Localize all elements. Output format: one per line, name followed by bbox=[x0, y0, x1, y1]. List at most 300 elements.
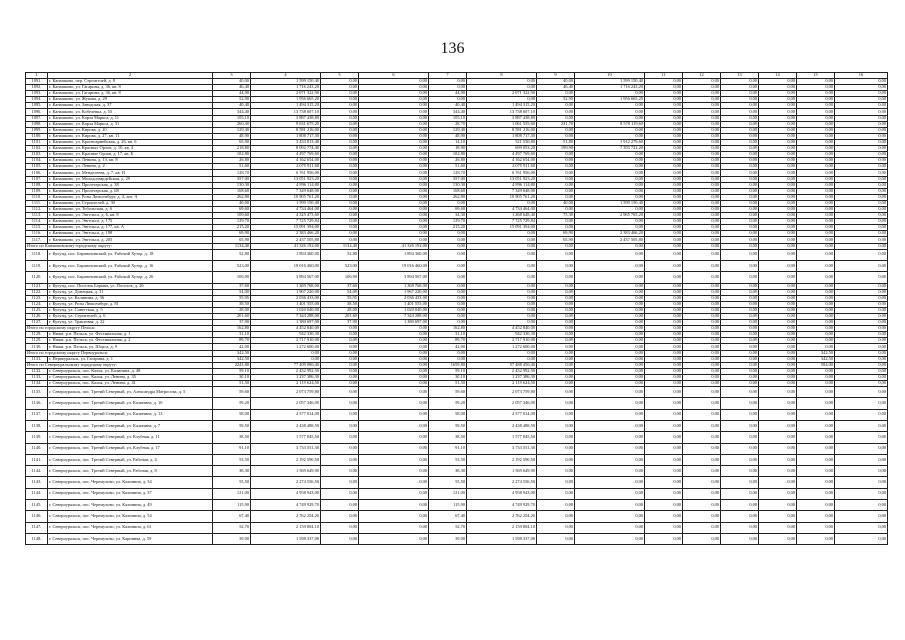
cell-col-4: 41 326 192,00 bbox=[251, 243, 321, 249]
cell-col-9: 0,00 bbox=[537, 338, 575, 344]
cell-col-14: 0,00 bbox=[759, 332, 797, 338]
cell-col-15: 0,00 bbox=[797, 272, 835, 283]
column-number-2: 2 bbox=[48, 73, 213, 79]
cell-col-9: 0,00 bbox=[537, 206, 575, 212]
cell-col-4: 2 071 322,90 bbox=[251, 91, 321, 97]
cell-col-9: 0,00 bbox=[537, 381, 575, 387]
row-number: 1147. bbox=[26, 522, 48, 533]
row-number: 1106. bbox=[26, 170, 48, 176]
cell-col-11: 0,00 bbox=[645, 511, 683, 522]
table-row bbox=[26, 409, 888, 420]
cell-col-10: 2 437 505,80 bbox=[575, 237, 645, 243]
cell-col-15: 0,00 bbox=[797, 368, 835, 374]
cell-col-5: 52,80 bbox=[321, 249, 359, 260]
cell-col-4: 2 438 488,50 bbox=[251, 421, 321, 432]
cell-col-9: 0,00 bbox=[537, 182, 575, 188]
address-cell: г. Кулунд, пос. Бараночинский, ул. Рабочий Хутор, д. 18 bbox=[48, 249, 213, 260]
cell-col-10: 0,00 bbox=[575, 152, 645, 158]
cell-col-14: 0,00 bbox=[759, 182, 797, 188]
cell-col-4: 9 631 675,20 bbox=[251, 121, 321, 127]
address-cell: г. Канашково, ул. Ленина, д. 2 bbox=[48, 164, 213, 170]
cell-col-9: 0,00 bbox=[537, 356, 575, 362]
row-number: 1124. bbox=[26, 301, 48, 307]
table-row bbox=[26, 387, 888, 398]
cell-col-10: 0,00 bbox=[575, 421, 645, 432]
cell-col-15: 0,00 bbox=[797, 443, 835, 454]
cell-col-10: 0,00 bbox=[575, 350, 645, 356]
cell-col-6: 0,00 bbox=[359, 362, 429, 368]
cell-col-4: 2 717 910,00 bbox=[251, 338, 321, 344]
cell-col-14: 0,00 bbox=[759, 91, 797, 97]
cell-col-16: 0,00 bbox=[835, 477, 888, 488]
address-cell: г. Североуральск, пос. Черемухово, ул. Калинина, д. 49 bbox=[48, 500, 213, 511]
row-number: 1109. bbox=[26, 188, 48, 194]
cell-col-13: 0,00 bbox=[721, 533, 759, 544]
cell-col-16: 0,00 bbox=[835, 115, 888, 121]
cell-col-7: 0,00 bbox=[429, 272, 467, 283]
resettlement-table bbox=[25, 72, 888, 545]
address-cell: г. Нижн, р.п. Пельск, ул. Шорса, д. 9 bbox=[48, 344, 213, 350]
cell-col-9: 51,80 bbox=[537, 139, 575, 145]
cell-col-10: 1 599 150,40 bbox=[575, 200, 645, 206]
cell-col-5: 0,00 bbox=[321, 356, 359, 362]
cell-col-12: 0,00 bbox=[683, 374, 721, 380]
cell-col-11: 0,00 bbox=[645, 133, 683, 139]
cell-col-5: 0,00 bbox=[321, 421, 359, 432]
cell-col-14: 0,00 bbox=[759, 109, 797, 115]
cell-col-6: 0,00 bbox=[359, 231, 429, 237]
cell-col-8: 4 162 654,00 bbox=[467, 158, 537, 164]
cell-col-14: 0,00 bbox=[759, 260, 797, 271]
cell-col-6: 0,00 bbox=[359, 91, 429, 97]
cell-col-7: 59,20 bbox=[429, 398, 467, 409]
cell-col-13: 0,00 bbox=[721, 398, 759, 409]
cell-col-10: 0,00 bbox=[575, 432, 645, 443]
cell-col-6: 0,00 bbox=[359, 164, 429, 170]
cell-col-4: 8 092 774,40 bbox=[251, 146, 321, 152]
cell-col-6: 2 036 433,00 bbox=[359, 295, 429, 301]
cell-col-12: 0,00 bbox=[683, 176, 721, 182]
cell-col-15: 0,00 bbox=[797, 237, 835, 243]
cell-col-7: 215,20 bbox=[429, 225, 467, 231]
cell-col-12: 0,00 bbox=[683, 103, 721, 109]
cell-col-11: 0,00 bbox=[645, 225, 683, 231]
address-cell: г. Канашково, ул. Карла Маркса, д. 11 bbox=[48, 115, 213, 121]
cell-col-11: 0,00 bbox=[645, 326, 683, 332]
row-number: 1123. bbox=[26, 295, 48, 301]
cell-col-11: 0,00 bbox=[645, 295, 683, 301]
cell-col-13: 0,00 bbox=[721, 421, 759, 432]
cell-col-11: 0,00 bbox=[645, 121, 683, 127]
cell-col-14: 0,00 bbox=[759, 176, 797, 182]
cell-col-12: 0,00 bbox=[683, 121, 721, 127]
cell-col-14: 0,00 bbox=[759, 249, 797, 260]
cell-col-12: 0,00 bbox=[683, 313, 721, 319]
cell-col-15: 0,00 bbox=[797, 115, 835, 121]
cell-col-13: 0,00 bbox=[721, 344, 759, 350]
cell-col-3: 28,00 bbox=[213, 307, 251, 313]
cell-col-8: 0,00 bbox=[467, 295, 537, 301]
cell-col-4: 0,00 bbox=[251, 350, 321, 356]
cell-col-7: 0,00 bbox=[429, 289, 467, 295]
cell-col-6: 7 344 288,00 bbox=[359, 313, 429, 319]
row-number: 1103. bbox=[26, 152, 48, 158]
cell-col-4: 77 409 086,40 bbox=[251, 362, 321, 368]
cell-col-12: 0,00 bbox=[683, 387, 721, 398]
cell-col-3: 523,00 bbox=[213, 260, 251, 271]
cell-col-16: 0,00 bbox=[835, 326, 888, 332]
cell-col-15: 0,00 bbox=[797, 338, 835, 344]
row-number: 1133. bbox=[26, 374, 48, 380]
cell-col-16: 0,00 bbox=[835, 225, 888, 231]
cell-col-15: 0,00 bbox=[797, 103, 835, 109]
row-number: 1097. bbox=[26, 115, 48, 121]
cell-col-13: 0,00 bbox=[721, 477, 759, 488]
cell-col-7: 55,50 bbox=[429, 477, 467, 488]
row-number: 1120. bbox=[26, 272, 48, 283]
cell-col-4: 2 383 466,20 bbox=[251, 231, 321, 237]
cell-col-8: 1 061 555,60 bbox=[467, 121, 537, 127]
cell-col-15: 0,00 bbox=[797, 219, 835, 225]
cell-col-13: 0,00 bbox=[721, 368, 759, 374]
row-number: 1095. bbox=[26, 103, 48, 109]
cell-col-6: 1 894 360,00 bbox=[359, 249, 429, 260]
cell-col-7: 26,80 bbox=[429, 158, 467, 164]
cell-col-10: 1 599 150,40 bbox=[575, 79, 645, 85]
cell-col-16: 0,00 bbox=[835, 272, 888, 283]
cell-col-7: 44,90 bbox=[429, 91, 467, 97]
cell-col-5: 0,00 bbox=[321, 511, 359, 522]
cell-col-10: 2 383 466,20 bbox=[575, 231, 645, 237]
address-cell: г. Кулунд, пос. Поселок Бараша, ул. Поселок, д. 26 bbox=[48, 283, 213, 289]
row-number: 1140. bbox=[26, 443, 48, 454]
cell-col-10: 0,00 bbox=[575, 194, 645, 200]
cell-col-4: 4 896 114,80 bbox=[251, 182, 321, 188]
cell-col-7: 357,00 bbox=[429, 176, 467, 182]
cell-col-14: 0,00 bbox=[759, 344, 797, 350]
cell-col-5: 0,00 bbox=[321, 182, 359, 188]
cell-col-5: 523,00 bbox=[321, 260, 359, 271]
cell-col-5: 0,00 bbox=[321, 91, 359, 97]
cell-col-9: 0,00 bbox=[537, 344, 575, 350]
cell-col-4: 7 725 729,84 bbox=[251, 219, 321, 225]
cell-col-11: 0,00 bbox=[645, 432, 683, 443]
cell-col-3: 30,10 bbox=[213, 374, 251, 380]
cell-col-3: 37,60 bbox=[213, 283, 251, 289]
cell-col-11: 0,00 bbox=[645, 289, 683, 295]
cell-col-7: 38,30 bbox=[429, 466, 467, 477]
cell-col-3: 67,40 bbox=[213, 511, 251, 522]
cell-col-4: 1 967 220,00 bbox=[251, 289, 321, 295]
cell-col-10: 0,00 bbox=[575, 249, 645, 260]
cell-col-9: 0,00 bbox=[537, 500, 575, 511]
cell-col-10: 0,00 bbox=[575, 219, 645, 225]
cell-col-8: 0,00 bbox=[467, 85, 537, 91]
cell-col-6: 0,00 bbox=[359, 79, 429, 85]
cell-col-9: 0,00 bbox=[537, 522, 575, 533]
cell-col-3: 59,50 bbox=[213, 421, 251, 432]
address-cell: г. Нижн, р.п. Пельск, ул. Фестивальная, д. 1 bbox=[48, 332, 213, 338]
cell-col-9: 0,00 bbox=[537, 225, 575, 231]
cell-col-9: 0,00 bbox=[537, 432, 575, 443]
cell-col-4: 3 894 567,00 bbox=[251, 272, 321, 283]
cell-col-11: 0,00 bbox=[645, 320, 683, 326]
row-number: 1132. bbox=[26, 368, 48, 374]
address-cell: г. Кулунд, ул. Калинина, д. 36 bbox=[48, 295, 213, 301]
cell-col-7: 69,60 bbox=[429, 206, 467, 212]
cell-col-3: 38,50 bbox=[213, 301, 251, 307]
cell-col-3: 52,70 bbox=[213, 522, 251, 533]
cell-col-8: 942 330,30 bbox=[467, 332, 537, 338]
cell-col-15: 0,00 bbox=[797, 409, 835, 420]
cell-col-14: 0,00 bbox=[759, 466, 797, 477]
cell-col-9: 0,00 bbox=[537, 289, 575, 295]
cell-col-15: 0,00 bbox=[797, 307, 835, 313]
cell-col-8: 4 452 840,00 bbox=[467, 326, 537, 332]
address-cell: г. Канашково, ул. Гагарина, д. 36, кв. 8 bbox=[48, 85, 213, 91]
cell-col-14: 0,00 bbox=[759, 313, 797, 319]
cell-col-14: 0,00 bbox=[759, 350, 797, 356]
cell-col-10: 0,00 bbox=[575, 522, 645, 533]
address-cell: г. Канашково, ул. Красных Орлов, д. 10, кв. 4 bbox=[48, 146, 213, 152]
cell-col-12: 0,00 bbox=[683, 237, 721, 243]
cell-col-3: 357,00 bbox=[213, 176, 251, 182]
cell-col-4: 1 272 600,00 bbox=[251, 344, 321, 350]
cell-col-13: 0,00 bbox=[721, 219, 759, 225]
column-number-11: 11 bbox=[645, 73, 683, 79]
cell-col-15: 0,00 bbox=[797, 313, 835, 319]
cell-col-7: 59,50 bbox=[429, 421, 467, 432]
cell-col-5: 0,00 bbox=[321, 219, 359, 225]
cell-col-8: 0,00 bbox=[467, 243, 537, 249]
cell-col-3: 215,20 bbox=[213, 225, 251, 231]
cell-col-8: 3 887 438,80 bbox=[467, 115, 537, 121]
cell-col-12: 0,00 bbox=[683, 182, 721, 188]
cell-col-14: 0,00 bbox=[759, 231, 797, 237]
cell-col-13: 0,00 bbox=[721, 443, 759, 454]
cell-col-3: 344,40 bbox=[213, 109, 251, 115]
cell-col-7: 14,10 bbox=[429, 139, 467, 145]
cell-col-12: 0,00 bbox=[683, 350, 721, 356]
cell-col-15: 0,00 bbox=[797, 500, 835, 511]
cell-col-9: 0,00 bbox=[537, 127, 575, 133]
cell-col-9: 75,30 bbox=[537, 213, 575, 219]
cell-col-15: 0,00 bbox=[797, 374, 835, 380]
cell-col-11: 0,00 bbox=[645, 103, 683, 109]
cell-col-11: 0,00 bbox=[645, 332, 683, 338]
cell-col-12: 0,00 bbox=[683, 381, 721, 387]
cell-col-4: 13 738 607,10 bbox=[251, 109, 321, 115]
address-cell: г. Канашково, ул. Тобольская, д. 6 bbox=[48, 206, 213, 212]
cell-col-4: 2 073 759,80 bbox=[251, 387, 321, 398]
cell-col-8: 1 569 649,90 bbox=[467, 466, 537, 477]
cell-col-16: 0,00 bbox=[835, 398, 888, 409]
cell-col-13: 0,00 bbox=[721, 127, 759, 133]
column-number-13: 13 bbox=[721, 73, 759, 79]
cell-col-11: 0,00 bbox=[645, 338, 683, 344]
cell-col-11: 0,00 bbox=[645, 182, 683, 188]
cell-col-10: 2 965 765,20 bbox=[575, 213, 645, 219]
cell-col-9: 40,00 bbox=[537, 200, 575, 206]
cell-col-10: 0,00 bbox=[575, 301, 645, 307]
row-number: 1135. bbox=[26, 387, 48, 398]
row-number: 1134. bbox=[26, 381, 48, 387]
cell-col-10: 1 912 279,60 bbox=[575, 139, 645, 145]
total-label: Итого по городскому округу Первоуральск: bbox=[26, 350, 213, 356]
cell-col-13: 0,00 bbox=[721, 272, 759, 283]
cell-col-8: 2 274 556,50 bbox=[467, 477, 537, 488]
cell-col-3: 55,95 bbox=[213, 295, 251, 301]
cell-col-12: 0,00 bbox=[683, 206, 721, 212]
cell-col-11: 0,00 bbox=[645, 79, 683, 85]
cell-col-6: 0,00 bbox=[359, 170, 429, 176]
cell-col-12: 0,00 bbox=[683, 152, 721, 158]
cell-col-14: 0,00 bbox=[759, 295, 797, 301]
cell-col-15: 0,00 bbox=[797, 225, 835, 231]
cell-col-7: 0,00 bbox=[429, 283, 467, 289]
cell-col-9: 0,00 bbox=[537, 533, 575, 544]
cell-col-16: 0,00 bbox=[835, 283, 888, 289]
table-row bbox=[26, 533, 888, 544]
cell-col-6: 0,00 bbox=[359, 103, 429, 109]
cell-col-3: 51,60 bbox=[213, 164, 251, 170]
cell-col-10: 0,00 bbox=[575, 115, 645, 121]
cell-col-10: 0,00 bbox=[575, 188, 645, 194]
cell-col-3: 38,50 bbox=[213, 432, 251, 443]
cell-col-14: 0,00 bbox=[759, 326, 797, 332]
cell-col-16: 0,00 bbox=[835, 522, 888, 533]
address-cell: г. Североуральск, пос. Третий Северный, ул. Калинина, д. 13 bbox=[48, 409, 213, 420]
cell-col-10: 1 716 243,20 bbox=[575, 85, 645, 91]
cell-col-12: 0,00 bbox=[683, 454, 721, 465]
cell-col-3: 44,90 bbox=[213, 91, 251, 97]
cell-col-12: 0,00 bbox=[683, 146, 721, 152]
cell-col-9: 0,00 bbox=[537, 477, 575, 488]
cell-col-12: 0,00 bbox=[683, 243, 721, 249]
cell-col-12: 0,00 bbox=[683, 133, 721, 139]
cell-col-6: 0,00 bbox=[359, 176, 429, 182]
cell-col-12: 0,00 bbox=[683, 409, 721, 420]
cell-col-10: 0,00 bbox=[575, 91, 645, 97]
cell-col-12: 0,00 bbox=[683, 466, 721, 477]
row-number: 1136. bbox=[26, 398, 48, 409]
cell-col-10: 0,00 bbox=[575, 170, 645, 176]
cell-col-7: 344,40 bbox=[429, 109, 467, 115]
cell-col-11: 0,00 bbox=[645, 243, 683, 249]
cell-col-16: 0,00 bbox=[835, 139, 888, 145]
address-cell: г. Канашково, ул. Пролетарская, д. 38 bbox=[48, 182, 213, 188]
cell-col-13: 0,00 bbox=[721, 362, 759, 368]
cell-col-11: 0,00 bbox=[645, 91, 683, 97]
column-number-10: 10 bbox=[575, 73, 645, 79]
cell-col-5: 0,00 bbox=[321, 332, 359, 338]
cell-col-6: 0,00 bbox=[359, 225, 429, 231]
cell-col-5: 55,95 bbox=[321, 295, 359, 301]
cell-col-11: 0,00 bbox=[645, 249, 683, 260]
cell-col-15: 0,00 bbox=[797, 477, 835, 488]
cell-col-7: 0,00 bbox=[429, 350, 467, 356]
cell-col-10: 0,00 bbox=[575, 225, 645, 231]
cell-col-6: 1 380 697,00 bbox=[359, 320, 429, 326]
cell-col-3: 129,40 bbox=[213, 127, 251, 133]
cell-col-10: 0,00 bbox=[575, 320, 645, 326]
cell-col-7: 28,70 bbox=[429, 121, 467, 127]
cell-col-5: 0,00 bbox=[321, 133, 359, 139]
cell-col-6: 0,00 bbox=[359, 206, 429, 212]
cell-col-4: 3 433 813,40 bbox=[251, 139, 321, 145]
cell-col-5: 0,00 bbox=[321, 109, 359, 115]
cell-col-5: 0,00 bbox=[321, 206, 359, 212]
cell-col-12: 0,00 bbox=[683, 522, 721, 533]
cell-col-16: 0,00 bbox=[835, 356, 888, 362]
cell-col-6: 0,00 bbox=[359, 387, 429, 398]
cell-col-16: 0,00 bbox=[835, 409, 888, 420]
cell-col-9: 52,90 bbox=[537, 97, 575, 103]
cell-col-4: 1 956 665,20 bbox=[251, 97, 321, 103]
cell-col-16: 0,00 bbox=[835, 381, 888, 387]
cell-col-3: 46,40 bbox=[213, 85, 251, 91]
cell-col-8: 1 268 648,40 bbox=[467, 213, 537, 219]
cell-col-16: 0,00 bbox=[835, 146, 888, 152]
cell-col-12: 0,00 bbox=[683, 533, 721, 544]
cell-col-6: 0,00 bbox=[359, 213, 429, 219]
cell-col-3: 128,70 bbox=[213, 170, 251, 176]
cell-col-9: 231,70 bbox=[537, 121, 575, 127]
cell-col-10: 0,00 bbox=[575, 488, 645, 499]
cell-col-12: 0,00 bbox=[683, 219, 721, 225]
cell-col-15: 0,00 bbox=[797, 139, 835, 145]
cell-col-14: 0,00 bbox=[759, 170, 797, 176]
cell-col-5: 0,00 bbox=[321, 158, 359, 164]
cell-col-3: 91,10 bbox=[213, 443, 251, 454]
cell-col-11: 0,00 bbox=[645, 219, 683, 225]
cell-col-4: 2 075 911,60 bbox=[251, 164, 321, 170]
cell-col-6: 0,00 bbox=[359, 398, 429, 409]
cell-col-8: 2 432 992,50 bbox=[467, 368, 537, 374]
cell-col-12: 0,00 bbox=[683, 307, 721, 313]
cell-col-5: 0,00 bbox=[321, 443, 359, 454]
cell-col-4: 2 119 624,50 bbox=[251, 381, 321, 387]
column-number-9: 9 bbox=[537, 73, 575, 79]
cell-col-7: 168,60 bbox=[429, 188, 467, 194]
cell-col-16: 0,00 bbox=[835, 237, 888, 243]
cell-col-16: 0,00 bbox=[835, 243, 888, 249]
cell-col-9: 0,00 bbox=[537, 387, 575, 398]
cell-col-12: 0,00 bbox=[683, 500, 721, 511]
cell-col-4: 2 274 556,50 bbox=[251, 477, 321, 488]
cell-col-3: 40,40 bbox=[213, 103, 251, 109]
cell-col-11: 0,00 bbox=[645, 466, 683, 477]
cell-col-5: 0,00 bbox=[321, 368, 359, 374]
address-cell: г. Кулунд, ул. Строителей, д. 6 bbox=[48, 313, 213, 319]
address-cell: г. Североуральск, пос. Третий Северный, ул. Калинина, д. 10 bbox=[48, 398, 213, 409]
cell-col-15: 0,00 bbox=[797, 85, 835, 91]
cell-col-16: 0,00 bbox=[835, 260, 888, 271]
cell-col-11: 0,00 bbox=[645, 200, 683, 206]
row-number: 1113. bbox=[26, 213, 48, 219]
address-cell: г. Канашково, ул. Молодогвардейская, д. 29 bbox=[48, 176, 213, 182]
cell-col-6: 0,00 bbox=[359, 152, 429, 158]
cell-col-7: 34,30 bbox=[429, 213, 467, 219]
cell-col-6: 0,00 bbox=[359, 200, 429, 206]
row-number: 1114. bbox=[26, 219, 48, 225]
cell-col-11: 0,00 bbox=[645, 237, 683, 243]
cell-col-4: 7 344 288,00 bbox=[251, 313, 321, 319]
cell-col-16: 0,00 bbox=[835, 170, 888, 176]
cell-col-15: 0,00 bbox=[797, 260, 835, 271]
row-number: 1126. bbox=[26, 313, 48, 319]
cell-col-16: 0,00 bbox=[835, 97, 888, 103]
